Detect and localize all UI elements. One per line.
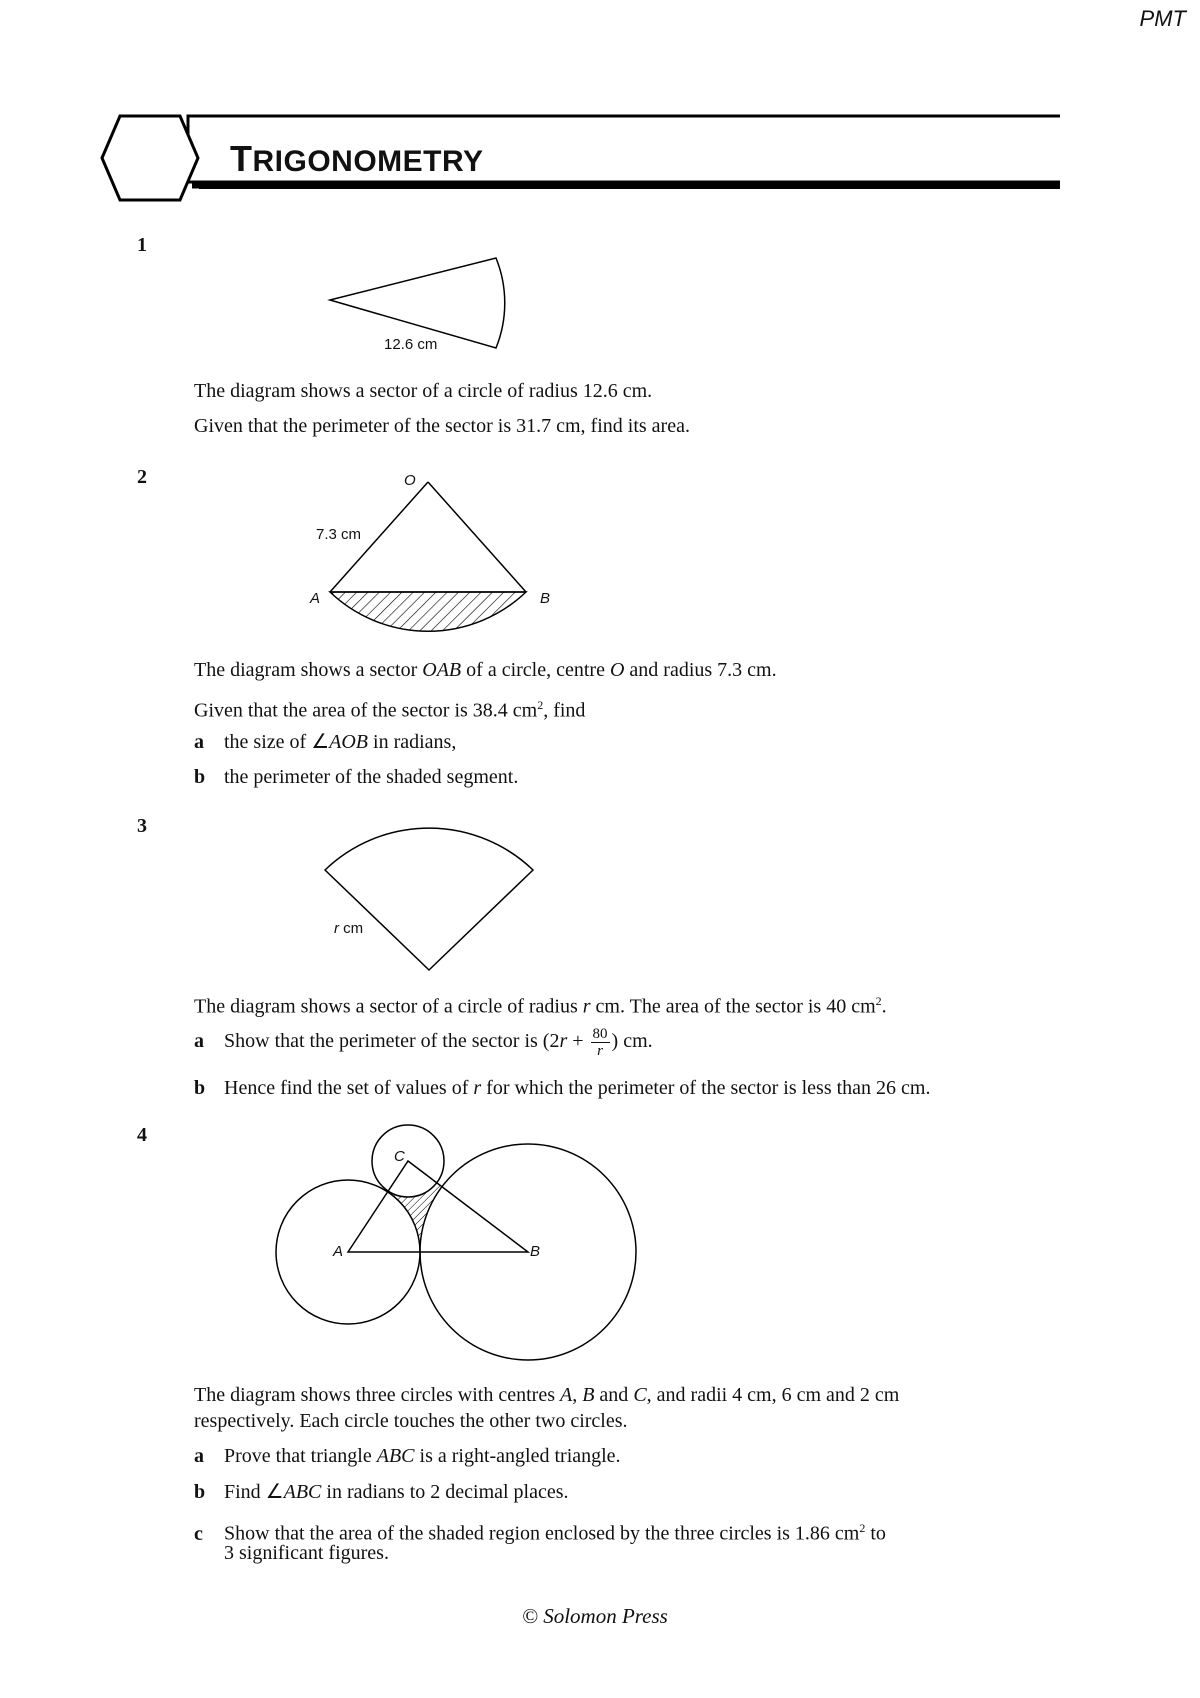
fraction: $\frac{80}{r}$ xyxy=(592,1026,608,1059)
radius-label: r cm xyxy=(334,920,364,937)
point-label-A: A xyxy=(310,590,321,607)
question-number: 2 xyxy=(137,466,147,488)
question-part: a the size of ∠AOB in radians, xyxy=(194,731,457,753)
question-number: 4 xyxy=(137,1124,147,1146)
hexagon-icon xyxy=(102,116,198,200)
radius-label: 12.6 cm xyxy=(384,336,438,353)
circles-diagram xyxy=(260,1118,650,1378)
point-label-A: A xyxy=(333,1243,344,1260)
question-part-continuation: 3 significant figures. xyxy=(224,1542,389,1564)
sector-diagram-3 xyxy=(315,820,545,980)
question-number: 1 xyxy=(137,234,147,256)
question-part: b the perimeter of the shaded segment. xyxy=(194,766,519,788)
question-part: a Prove that triangle ABC is a right-angled triangle. xyxy=(194,1445,621,1467)
point-label-B: B xyxy=(530,1243,541,1260)
question-text: The diagram shows a sector of a circle of radius 12.6 cm. xyxy=(194,380,653,402)
sector-diagram-2 xyxy=(320,470,560,640)
question-text: respectively. Each circle touches the other two circles. xyxy=(194,1410,628,1432)
question-text: Given that the perimeter of the sector is 31.7 cm, find its area. xyxy=(194,415,690,437)
question-text: The diagram shows three circles with centres A, B and C, and radii 4 cm, 6 cm and 2 cm xyxy=(194,1384,900,1406)
question-text: Given that the area of the sector is 38.4 $cm^2$, find xyxy=(194,698,586,722)
radius-label: 7.3 cm xyxy=(316,526,362,543)
point-label-C: C xyxy=(394,1148,405,1165)
question-text: The diagram shows a sector OAB of a circle, centre O and radius 7.3 cm. xyxy=(194,659,777,681)
question-part: b Hence find the set of values of r for which the perimeter of the sector is less than 26 cm. xyxy=(194,1077,931,1099)
shaded-segment xyxy=(330,592,526,631)
question-part: b Find ∠ABC in radians to 2 decimal places. xyxy=(194,1481,569,1503)
question-number: 3 xyxy=(137,815,147,837)
point-label-B: B xyxy=(540,590,551,607)
page-title: TRIGONOMETRY xyxy=(230,138,484,179)
page-corner-mark: PMT xyxy=(1139,6,1186,31)
copyright-footer: © Solomon Press xyxy=(522,1604,668,1628)
point-label-O: O xyxy=(404,472,416,489)
question-part: c Show that the area of the shaded region enclosed by the three circles is 1.86 $cm^2$ to xyxy=(194,1521,886,1545)
question-part: a Show that the perimeter of the sector is (2r + $\frac{80}{r}$ ) cm. xyxy=(194,1026,653,1059)
question-text: The diagram shows a sector of a circle of radius r cm. The area of the sector is 40 $cm^2$. xyxy=(194,994,887,1018)
